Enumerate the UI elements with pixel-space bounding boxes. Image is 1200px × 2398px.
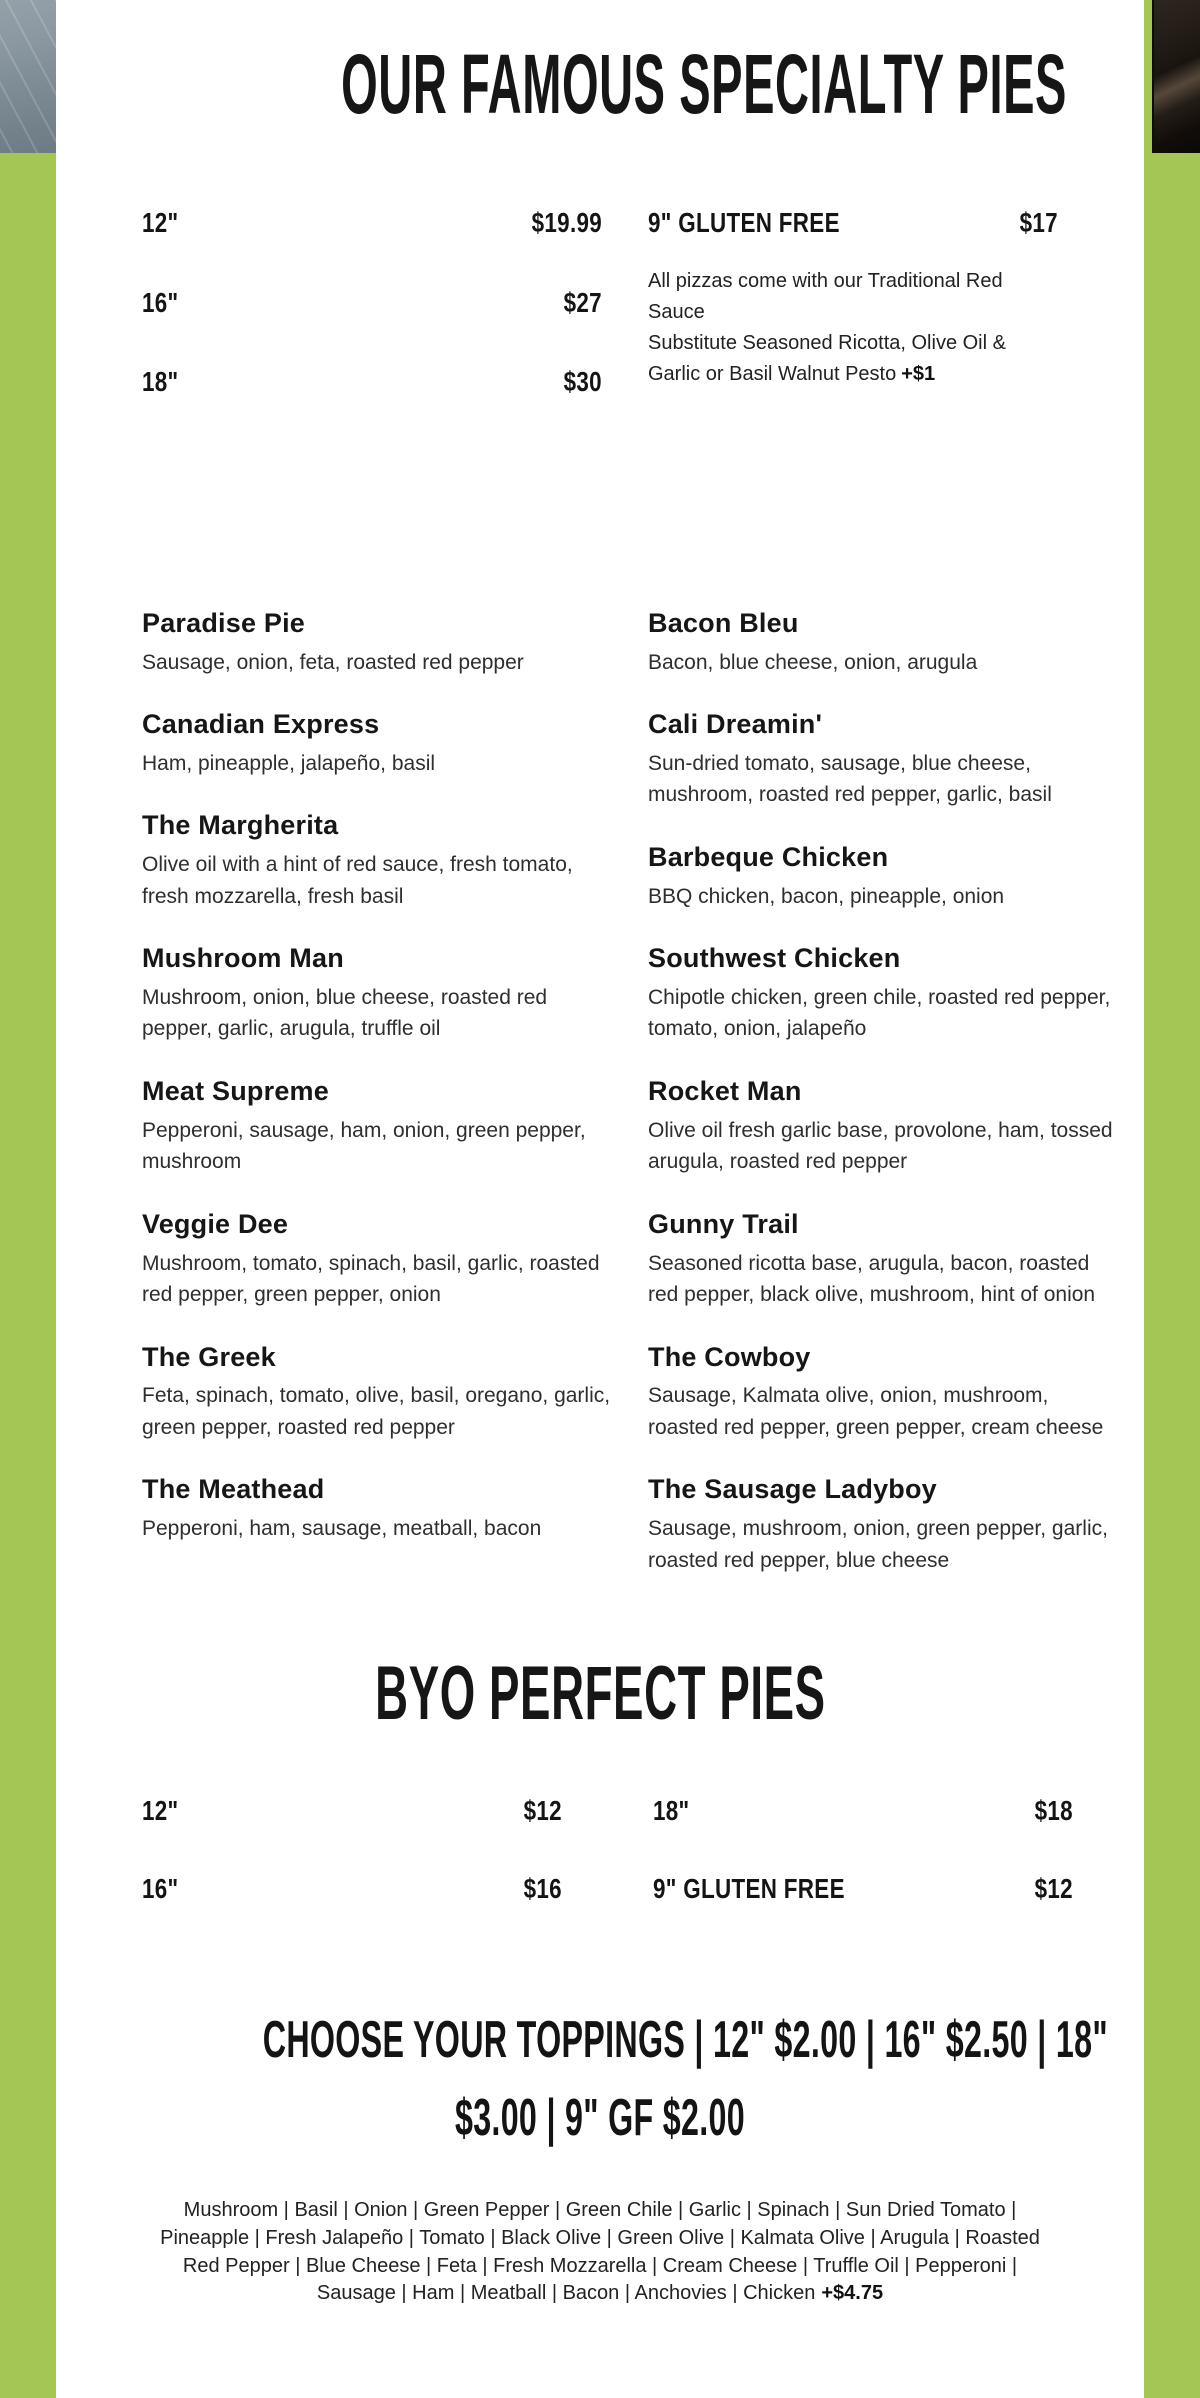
pie-item [648,605,1115,678]
pie-item [142,1471,612,1544]
price-value: $16 [523,1872,562,1904]
substitute-note-text: Substitute Seasoned Ricotta, Olive Oil & Garlic or Basil Walnut Pesto [648,331,1006,385]
pie-description: Mushroom, tomato, spinach, basil, garlic, roasted red pepper, green pepper, onion [142,1251,600,1307]
pie-item [142,706,612,779]
price-row-18in [142,365,602,399]
pie-name: The Sausage Ladyboy [648,1474,937,1505]
pie-description: Bacon, blue cheese, onion, arugula [648,650,978,674]
pie-description: Feta, spinach, tomato, olive, basil, oregano, garlic, green pepper, roasted red pepper [142,1384,611,1439]
byo-title-text: BYO PERFECT PIES [374,1651,826,1737]
pie-item [648,839,1115,912]
pie-item [648,706,1115,811]
toppings-list [150,2197,1050,2307]
byo-title [56,1651,1144,1737]
toppings-heading [262,2001,1108,2157]
pie-item [142,605,612,678]
pie-item [142,940,612,1045]
specialty-prices-right [648,206,1058,445]
specialty-price-table [56,206,1144,445]
price-row-byo-16in [142,1872,562,1906]
price-value: $12 [1034,1872,1073,1904]
pie-description: Chipotle chicken, green chile, roasted red pepper, tomato, onion, jalapeño [648,985,1111,1041]
pie-name: Rocket Man [648,1075,802,1106]
size-label: 12" [142,207,179,238]
pie-name: Southwest Chicken [648,943,901,974]
pie-name: The Cowboy [648,1341,811,1372]
specialty-prices-left [142,206,602,445]
size-label: 9" GLUTEN FREE [653,1872,845,1904]
substitute-upcharge: +$1 [901,362,936,385]
size-label: 18" [653,1795,690,1827]
pie-name: Mushroom Man [142,943,344,974]
header-photo-left [0,0,56,153]
toppings-list-text: Mushroom | Basil | Onion | Green Pepper | Green Chile | Garlic | Spinach | Sun Dried Tomato | Pineapple | Fresh Jalapeño | Tomato | Black Olive | Green Olive | Kalmata Olive | Arugula | Roasted Red Pepper | Blue Cheese | Feta | Fresh Mozzarella | Cream Cheese | Truffle Oil | Pepperoni | Sausage | Ham | Meatball | Bacon | Anchovies | Chicken [160,2199,1040,2305]
pie-name: The Margherita [142,810,339,841]
price-value: $19.99 [531,207,602,238]
pie-description: Mushroom, onion, blue cheese, roasted red pepper, garlic, arugula, truffle oil [142,985,548,1041]
pie-item [648,1206,1115,1311]
pie-item [142,1339,612,1444]
pie-name: The Greek [142,1341,276,1372]
pie-item [142,807,612,912]
pie-item [648,1073,1115,1178]
pie-description: Olive oil fresh garlic base, provolone, ham, tossed arugula, roasted red pepper [648,1118,1113,1174]
pie-name: Bacon Bleu [648,607,799,638]
pie-description: Sausage, Kalmata olive, onion, mushroom, roasted red pepper, green pepper, cream cheese [648,1384,1104,1439]
pie-name: Veggie Dee [142,1208,289,1239]
sauce-note-line1: All pizzas come with our Traditional Red Sauce [648,269,1003,323]
pie-name: Cali Dreamin' [648,709,823,740]
price-value: $27 [563,286,602,318]
pie-description: Seasoned ricotta base, arugula, bacon, roasted red pepper, black olive, mushroom, hint of onion [648,1251,1096,1307]
menu-card [56,0,1144,2398]
pie-item [648,940,1115,1045]
byo-price-table [56,1794,1144,1905]
price-value: $12 [523,1795,562,1827]
pie-item [142,1206,612,1311]
pie-item [142,1073,612,1178]
byo-price-row [142,1794,1073,1828]
size-label: 16" [142,286,179,318]
pie-name: Barbeque Chicken [648,841,889,872]
pie-name: Canadian Express [142,709,380,740]
toppings-heading-line1: CHOOSE YOUR TOPPINGS | 12" $2.00 | 16" $2.50 | 18" [262,2011,1108,2070]
pie-description: Sausage, onion, feta, roasted red pepper [142,650,524,674]
price-value: $30 [563,366,602,398]
pie-description: Olive oil with a hint of red sauce, fresh tomato, fresh mozzarella, fresh basil [142,853,573,908]
pie-item [648,1339,1115,1444]
pie-name: Paradise Pie [142,607,306,638]
specialty-pies-grid [56,605,1144,1604]
specialty-title [56,37,1144,131]
specialty-title-text: OUR FAMOUS SPECIALTY PIES [341,37,1067,131]
price-row-byo-18in [653,1794,1073,1828]
price-value: $17 [1019,207,1058,238]
pie-name: Meat Supreme [142,1075,329,1106]
price-row-12in [142,206,602,240]
price-row-byo-12in [142,1794,562,1828]
price-row-byo-gluten-free [653,1872,1073,1906]
toppings-heading-line2: $3.00 | 9" GF $2.00 [454,2089,746,2148]
sauce-note-line2 [648,328,1058,390]
price-row-gluten-free [648,206,1058,240]
pies-column-left [142,605,612,1604]
size-label: 12" [142,1795,179,1827]
pie-description: BBQ chicken, bacon, pineapple, onion [648,884,1005,908]
pie-description: Pepperoni, sausage, ham, onion, green pepper, mushroom [142,1118,586,1174]
pie-item [648,1471,1115,1576]
price-value: $18 [1034,1795,1073,1827]
pie-name: The Meathead [142,1474,325,1505]
size-label: 16" [142,1872,179,1904]
pies-column-right [648,605,1115,1604]
pie-description: Pepperoni, ham, sausage, meatball, bacon [142,1517,542,1541]
pie-description: Sun-dried tomato, sausage, blue cheese, mushroom, roasted red pepper, garlic, basil [648,751,1052,807]
byo-price-row [142,1872,1073,1906]
pie-description: Ham, pineapple, jalapeño, basil [142,751,436,775]
price-row-16in [142,286,602,320]
size-label: 9" GLUTEN FREE [648,207,840,238]
header-photo-right [1152,0,1200,153]
chicken-upcharge: +$4.75 [821,2282,884,2305]
pie-description: Sausage, mushroom, onion, green pepper, garlic, roasted red pepper, blue cheese [648,1517,1108,1572]
size-label: 18" [142,366,179,398]
pie-name: Gunny Trail [648,1208,799,1239]
